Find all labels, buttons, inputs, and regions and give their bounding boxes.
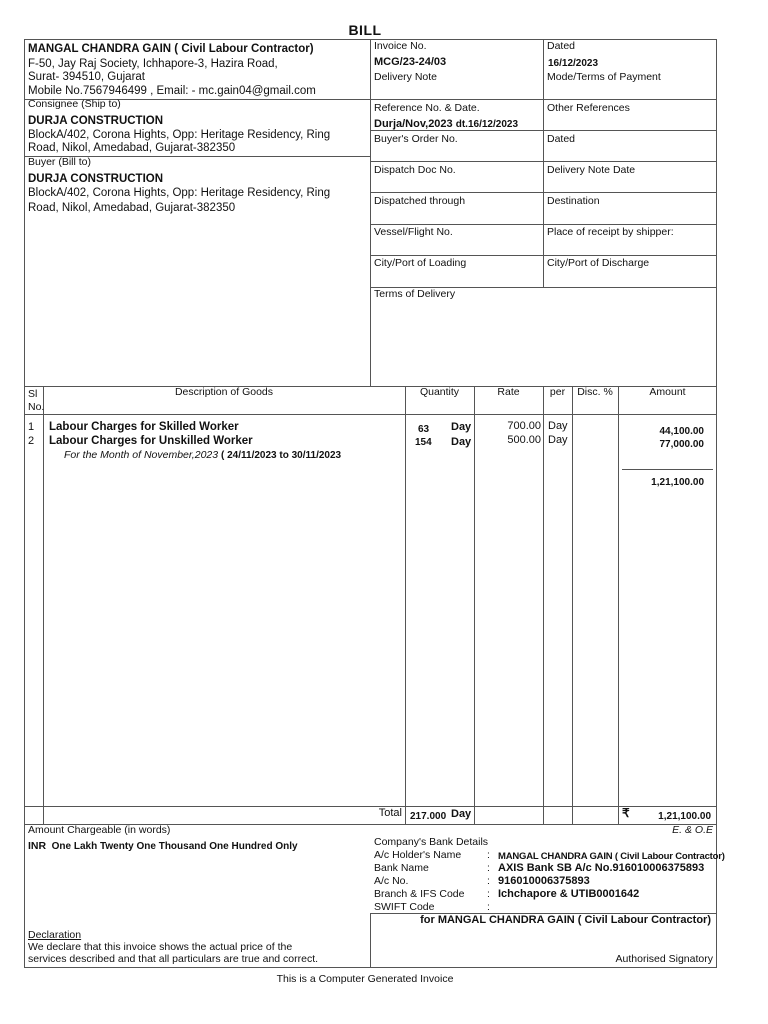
bank-colon: : (487, 888, 490, 900)
declaration-title: Declaration (28, 929, 82, 941)
delivery-note-label: Delivery Note (374, 71, 438, 83)
bank-label-swift: SWIFT Code (374, 901, 435, 913)
seller-name: MANGAL CHANDRA GAIN ( Civil Labour Contractor) (28, 43, 314, 55)
amount-words (28, 840, 298, 853)
bank-value-branch: Ichchapore & UTIB0001642 (498, 888, 640, 900)
delivery-note-date-label: Delivery Note Date (547, 164, 636, 176)
col-per-divider (572, 386, 573, 824)
buyer-address-line1: BlockA/402, Corona Hights, Opp: Heritage Residency, Ring (28, 187, 331, 199)
row2-per: Day (548, 434, 568, 446)
row2-description: Labour Charges for Unskilled Worker (49, 435, 253, 447)
field-row-line (370, 99, 717, 100)
buyers-order-label: Buyer's Order No. (374, 133, 458, 145)
port-loading-label: City/Port of Loading (374, 257, 467, 269)
row1-per: Day (548, 420, 568, 432)
total-label: Total (378, 807, 402, 819)
bank-label-account: A/c No. (374, 875, 409, 887)
dated-value: 16/12/2023 (548, 58, 599, 69)
bank-value-name: AXIS Bank SB A/c No.916010006375893 (498, 862, 705, 874)
bank-colon: : (487, 862, 490, 874)
field-row-line (370, 192, 717, 193)
computer-generated-note: This is a Computer Generated Invoice (276, 973, 454, 985)
total-unit: Day (451, 808, 472, 820)
col-sl-divider (43, 386, 44, 824)
subtotal-line (622, 469, 713, 470)
rupee-icon: ₹ (622, 806, 630, 820)
row1-qty: 63 (418, 424, 430, 435)
bank-label-branch: Branch & IFS Code (374, 888, 465, 900)
row2-unit: Day (451, 436, 472, 448)
consignee-address-line2: Road, Nikol, Amedabad, Gujarat-382350 (28, 142, 236, 154)
seller-contact: Mobile No.7567946499 , Email: - mc.gain04@gmail.com (28, 85, 316, 97)
period-month: For the Month of November,2023 (64, 449, 219, 461)
field-row-line (370, 255, 717, 256)
bank-details-title: Company's Bank Details (374, 836, 489, 848)
terms-delivery-label: Terms of Delivery (374, 288, 456, 300)
row2-sl: 2 (28, 435, 35, 447)
seller-address-line2: Surat- 394510, Gujarat (28, 71, 145, 83)
declaration-line2: services described and that all particulars are true and correct. (28, 953, 319, 965)
buyer-name: DURJA CONSTRUCTION (28, 173, 164, 185)
row2-amount: 77,000.00 (659, 439, 704, 450)
for-company: for MANGAL CHANDRA GAIN ( Civil Labour Contractor) (420, 914, 711, 926)
col-qty-divider (474, 386, 475, 824)
amount-words-label: Amount Chargeable (in words) (28, 824, 171, 836)
declaration-line1: We declare that this invoice shows the actual price of the (28, 941, 293, 953)
col-header-quantity: Quantity (419, 386, 460, 398)
col-header-sl-no: No. (28, 401, 45, 413)
mode-terms-label: Mode/Terms of Payment (547, 71, 661, 83)
row1-rate: 700.00 (507, 420, 541, 432)
invoice-no-label: Invoice No. (374, 40, 427, 52)
bank-colon: : (487, 901, 490, 913)
destination-label: Destination (547, 195, 600, 207)
order-dated-label: Dated (547, 133, 576, 145)
col-header-description: Description of Goods (174, 386, 274, 398)
vessel-label: Vessel/Flight No. (374, 226, 453, 238)
dated-label: Dated (547, 40, 576, 52)
period-note (64, 449, 341, 462)
consignee-name: DURJA CONSTRUCTION (28, 115, 164, 127)
row1-amount: 44,100.00 (659, 426, 704, 437)
bank-colon: : (487, 849, 490, 861)
eoe-text: E. & O.E (672, 824, 713, 836)
row2-qty: 154 (415, 437, 432, 448)
reference-date: dt.16/12/2023 (455, 119, 518, 130)
dispatch-doc-label: Dispatch Doc No. (374, 164, 456, 176)
field-row-line (370, 161, 717, 162)
reference-number: Durja/Nov,2023 (374, 118, 453, 130)
bank-value-account: 916010006375893 (498, 875, 590, 887)
total-amount: 1,21,100.00 (658, 811, 711, 822)
col-desc-divider (405, 386, 406, 824)
row1-sl: 1 (28, 421, 35, 433)
period-range: ( 24/11/2023 to 30/11/2023 (221, 450, 342, 461)
row1-unit: Day (451, 421, 472, 433)
col-rate-divider (543, 386, 544, 824)
page-title: BILL (348, 22, 382, 38)
dispatched-through-label: Dispatched through (374, 195, 466, 207)
row2-rate: 500.00 (507, 434, 541, 446)
col-disc-divider (618, 386, 619, 824)
row1-description: Labour Charges for Skilled Worker (49, 421, 239, 433)
amount-words-text: One Lakh Twenty One Thousand One Hundred Only (51, 841, 298, 852)
bank-value-holder: MANGAL CHANDRA GAIN ( Civil Labour Contractor) (498, 851, 725, 862)
buyer-address-line2: Road, Nikol, Amedabad, Gujarat-382350 (28, 202, 236, 214)
header-divider (370, 39, 371, 386)
buyer-label: Buyer (Bill to) (28, 156, 92, 168)
authorised-signatory: Authorised Signatory (615, 953, 713, 965)
reference-value (374, 118, 518, 131)
table-header-line (24, 414, 717, 415)
col-header-sl: Sl (28, 388, 38, 400)
seller-address-line1: F-50, Jay Raj Society, Ichhapore-3, Hazira Road, (28, 58, 278, 70)
place-receipt-label: Place of receipt by shipper: (547, 226, 674, 238)
col-header-rate: Rate (497, 386, 520, 398)
consignee-address-line1: BlockA/402, Corona Hights, Opp: Heritage Residency, Ring (28, 129, 331, 141)
invoice-no-value: MCG/23-24/03 (374, 56, 447, 68)
reference-label: Reference No. & Date. (374, 102, 480, 114)
col-header-per: per (549, 386, 566, 398)
consignee-label: Consignee (Ship to) (28, 98, 121, 110)
bank-label-holder: A/c Holder's Name (374, 849, 462, 861)
port-discharge-label: City/Port of Discharge (547, 257, 650, 269)
field-row-line (370, 224, 717, 225)
currency-code: INR (28, 840, 47, 852)
col-header-disc: Disc. % (577, 386, 613, 398)
subtotal-amount: 1,21,100.00 (651, 477, 704, 488)
col-header-amount: Amount (649, 386, 686, 398)
bank-colon: : (487, 875, 490, 887)
signature-box-left (370, 913, 371, 968)
other-references-label: Other References (547, 102, 630, 114)
bank-label-name: Bank Name (374, 862, 429, 874)
fields-divider (543, 39, 544, 288)
total-qty: 217.000 (410, 811, 447, 822)
